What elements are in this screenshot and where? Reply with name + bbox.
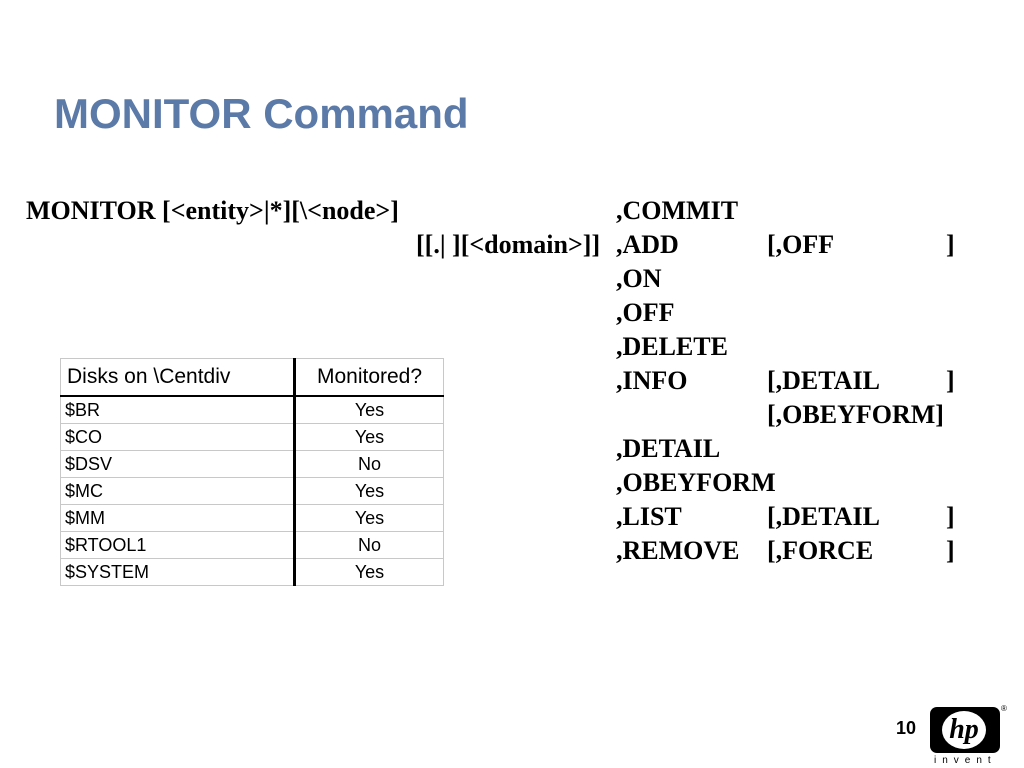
monitored-cell: Yes [295,505,444,532]
syntax-option-list: ,LIST [616,502,682,531]
column-header-monitored: Monitored? [295,359,444,397]
monitored-cell: Yes [295,424,444,451]
syntax-line-2 [26,230,1016,260]
syntax-bracket-close: ] [946,536,955,565]
syntax-option-obeyform: ,OBEYFORM [616,468,776,497]
syntax-bracket-close: ] [946,366,955,395]
table-row [61,424,444,451]
table-row [61,396,444,424]
syntax-modifier-off: [,OFF [767,230,835,259]
syntax-option-delete: ,DELETE [616,332,728,361]
monitored-cell: Yes [295,478,444,505]
monitored-cell: No [295,451,444,478]
syntax-option-on: ,ON [616,264,662,293]
disk-name-cell: $DSV [61,451,295,478]
syntax-domain-prefix: [[.| ][<domain>]] [416,230,601,259]
table-row [61,532,444,559]
syntax-line-4 [26,298,1016,328]
syntax-modifier-force: [,FORCE [767,536,874,565]
page-number: 10 [896,718,917,738]
syntax-option-remove: ,REMOVE [616,536,740,565]
disk-name-cell: $RTOOL1 [61,532,295,559]
hp-tagline: invent [934,755,997,766]
syntax-modifier-detail: [,DETAIL [767,502,880,531]
monitored-cell: Yes [295,559,444,586]
disk-name-cell: $MC [61,478,295,505]
syntax-line-3 [26,264,1016,294]
monitored-cell: No [295,532,444,559]
syntax-option-off: ,OFF [616,298,675,327]
table-row [61,478,444,505]
disk-name-cell: $SYSTEM [61,559,295,586]
table-header-row [61,359,444,397]
disk-name-cell: $CO [61,424,295,451]
table-row [61,505,444,532]
table-row [61,451,444,478]
monitored-cell: Yes [295,396,444,424]
syntax-bracket-close: ] [946,230,955,259]
slide-title: MONITOR Command [54,90,469,137]
column-header-disks: Disks on \Centdiv [61,359,295,397]
registered-mark: ® [1001,704,1007,713]
syntax-option-detail: ,DETAIL [616,434,721,463]
syntax-modifier-obeyform: [,OBEYFORM] [767,400,944,429]
syntax-option-commit: ,COMMIT [616,196,739,225]
hp-logo-circle [942,711,986,749]
syntax-modifier-detail: [,DETAIL [767,366,880,395]
disk-name-cell: $MM [61,505,295,532]
syntax-option-add: ,ADD [616,230,679,259]
syntax-line-1 [26,196,1016,226]
disk-name-cell: $BR [61,396,295,424]
hp-logo [930,707,1000,753]
table-row [61,559,444,586]
syntax-bracket-close: ] [946,502,955,531]
hp-logo-mark: hp [949,714,979,745]
syntax-option-info: ,INFO [616,366,688,395]
disk-table [60,358,444,586]
syntax-command: MONITOR [<entity>|*][\<node>] [26,196,399,225]
